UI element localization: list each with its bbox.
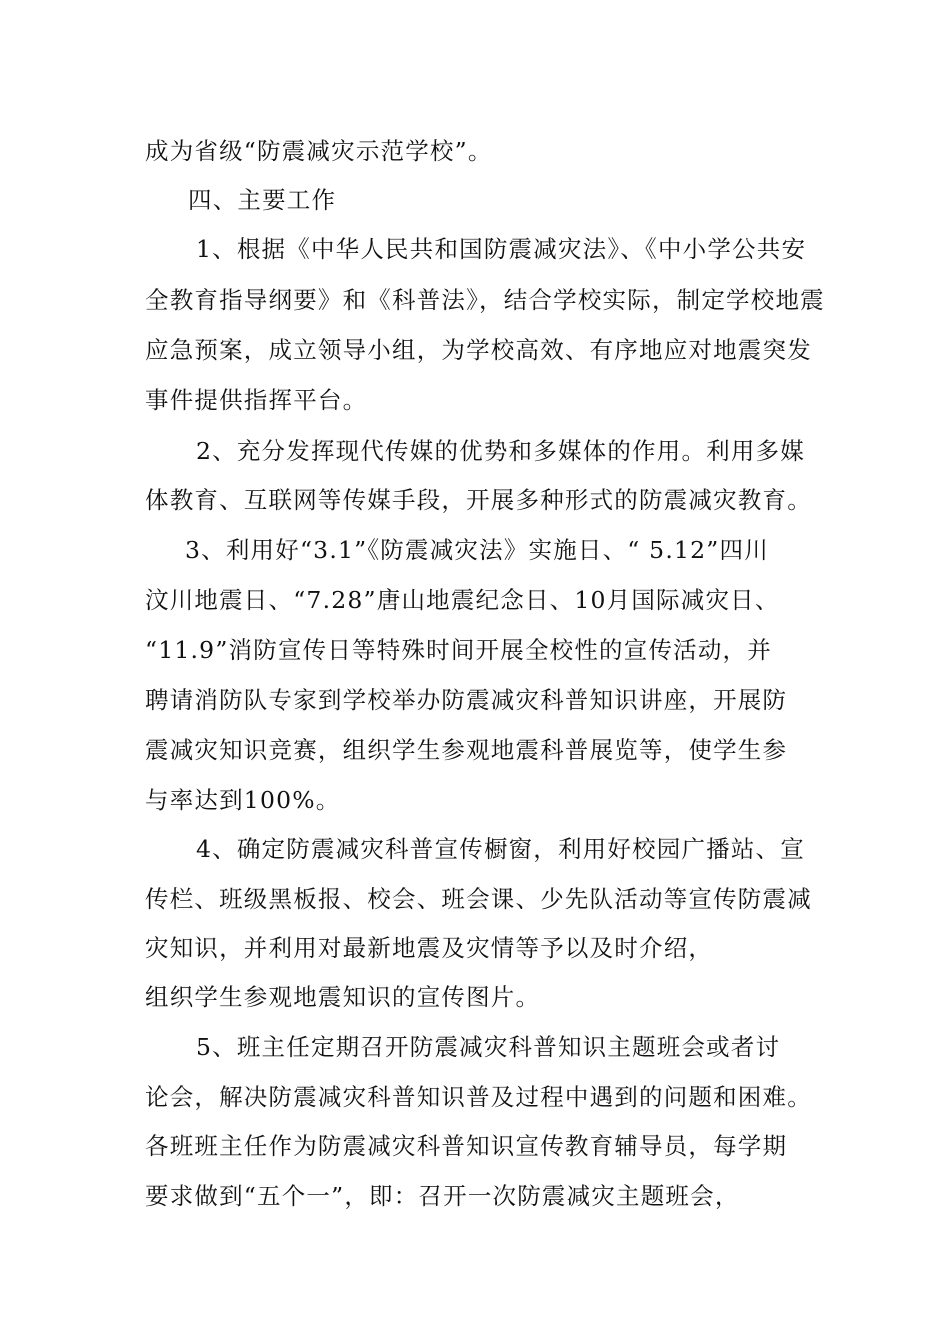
text-line: 3、利用好“3.1”《防震减灾法》实施日、“ 5.12”四川 — [185, 536, 769, 564]
text-line: 与率达到100%。 — [145, 786, 341, 814]
text-line: 论会，解决防震减灾科普知识普及过程中遇到的问题和困难。 — [145, 1083, 812, 1111]
text-line: 全教育指导纲要》和《科普法》，结合学校实际，制定学校地震 — [145, 286, 825, 314]
text-line: 震减灾知识竞赛，组织学生参观地震科普展览等，使学生参 — [145, 736, 788, 764]
text-line: 应急预案，成立领导小组，为学校高效、有序地应对地震突发 — [145, 336, 812, 364]
text-line: 灾知识，并利用对最新地震及灾情等予以及时介绍， — [145, 934, 714, 962]
text-line: 1、根据《中华人民共和国防震减灾法》、《中小学公共安 — [196, 235, 807, 263]
text-line: 2、充分发挥现代传媒的优势和多媒体的作用。利用多媒 — [196, 437, 805, 465]
text-line: 聘请消防队专家到学校举办防震减灾科普知识讲座，开展防 — [145, 686, 788, 714]
text-line: 5、班主任定期召开防震减灾科普知识主题班会或者讨 — [196, 1033, 781, 1061]
text-line: 组织学生参观地震知识的宣传图片。 — [145, 983, 541, 1011]
text-line: 4、确定防震减灾科普宣传橱窗，利用好校园广播站、宣 — [196, 835, 805, 863]
text-line: 事件提供指挥平台。 — [145, 386, 368, 414]
section-heading: 四、主要工作 — [188, 186, 337, 214]
text-line: “11.9”消防宣传日等特殊时间开展全校性的宣传活动，并 — [145, 636, 772, 664]
text-line: 成为省级“防震减灾示范学校”。 — [145, 137, 493, 165]
text-line: 传栏、班级黑板报、校会、班会课、少先队活动等宣传防震减 — [145, 885, 812, 913]
text-line: 要求做到“五个一”，即：召开一次防震减灾主题班会， — [145, 1182, 740, 1210]
text-line: 各班班主任作为防震减灾科普知识宣传教育辅导员，每学期 — [145, 1132, 788, 1160]
text-line: 汶川地震日、“7.28”唐山地震纪念日、10月国际减灾日、 — [145, 586, 780, 614]
text-line: 体教育、互联网等传媒手段，开展多种形式的防震减灾教育。 — [145, 486, 812, 514]
